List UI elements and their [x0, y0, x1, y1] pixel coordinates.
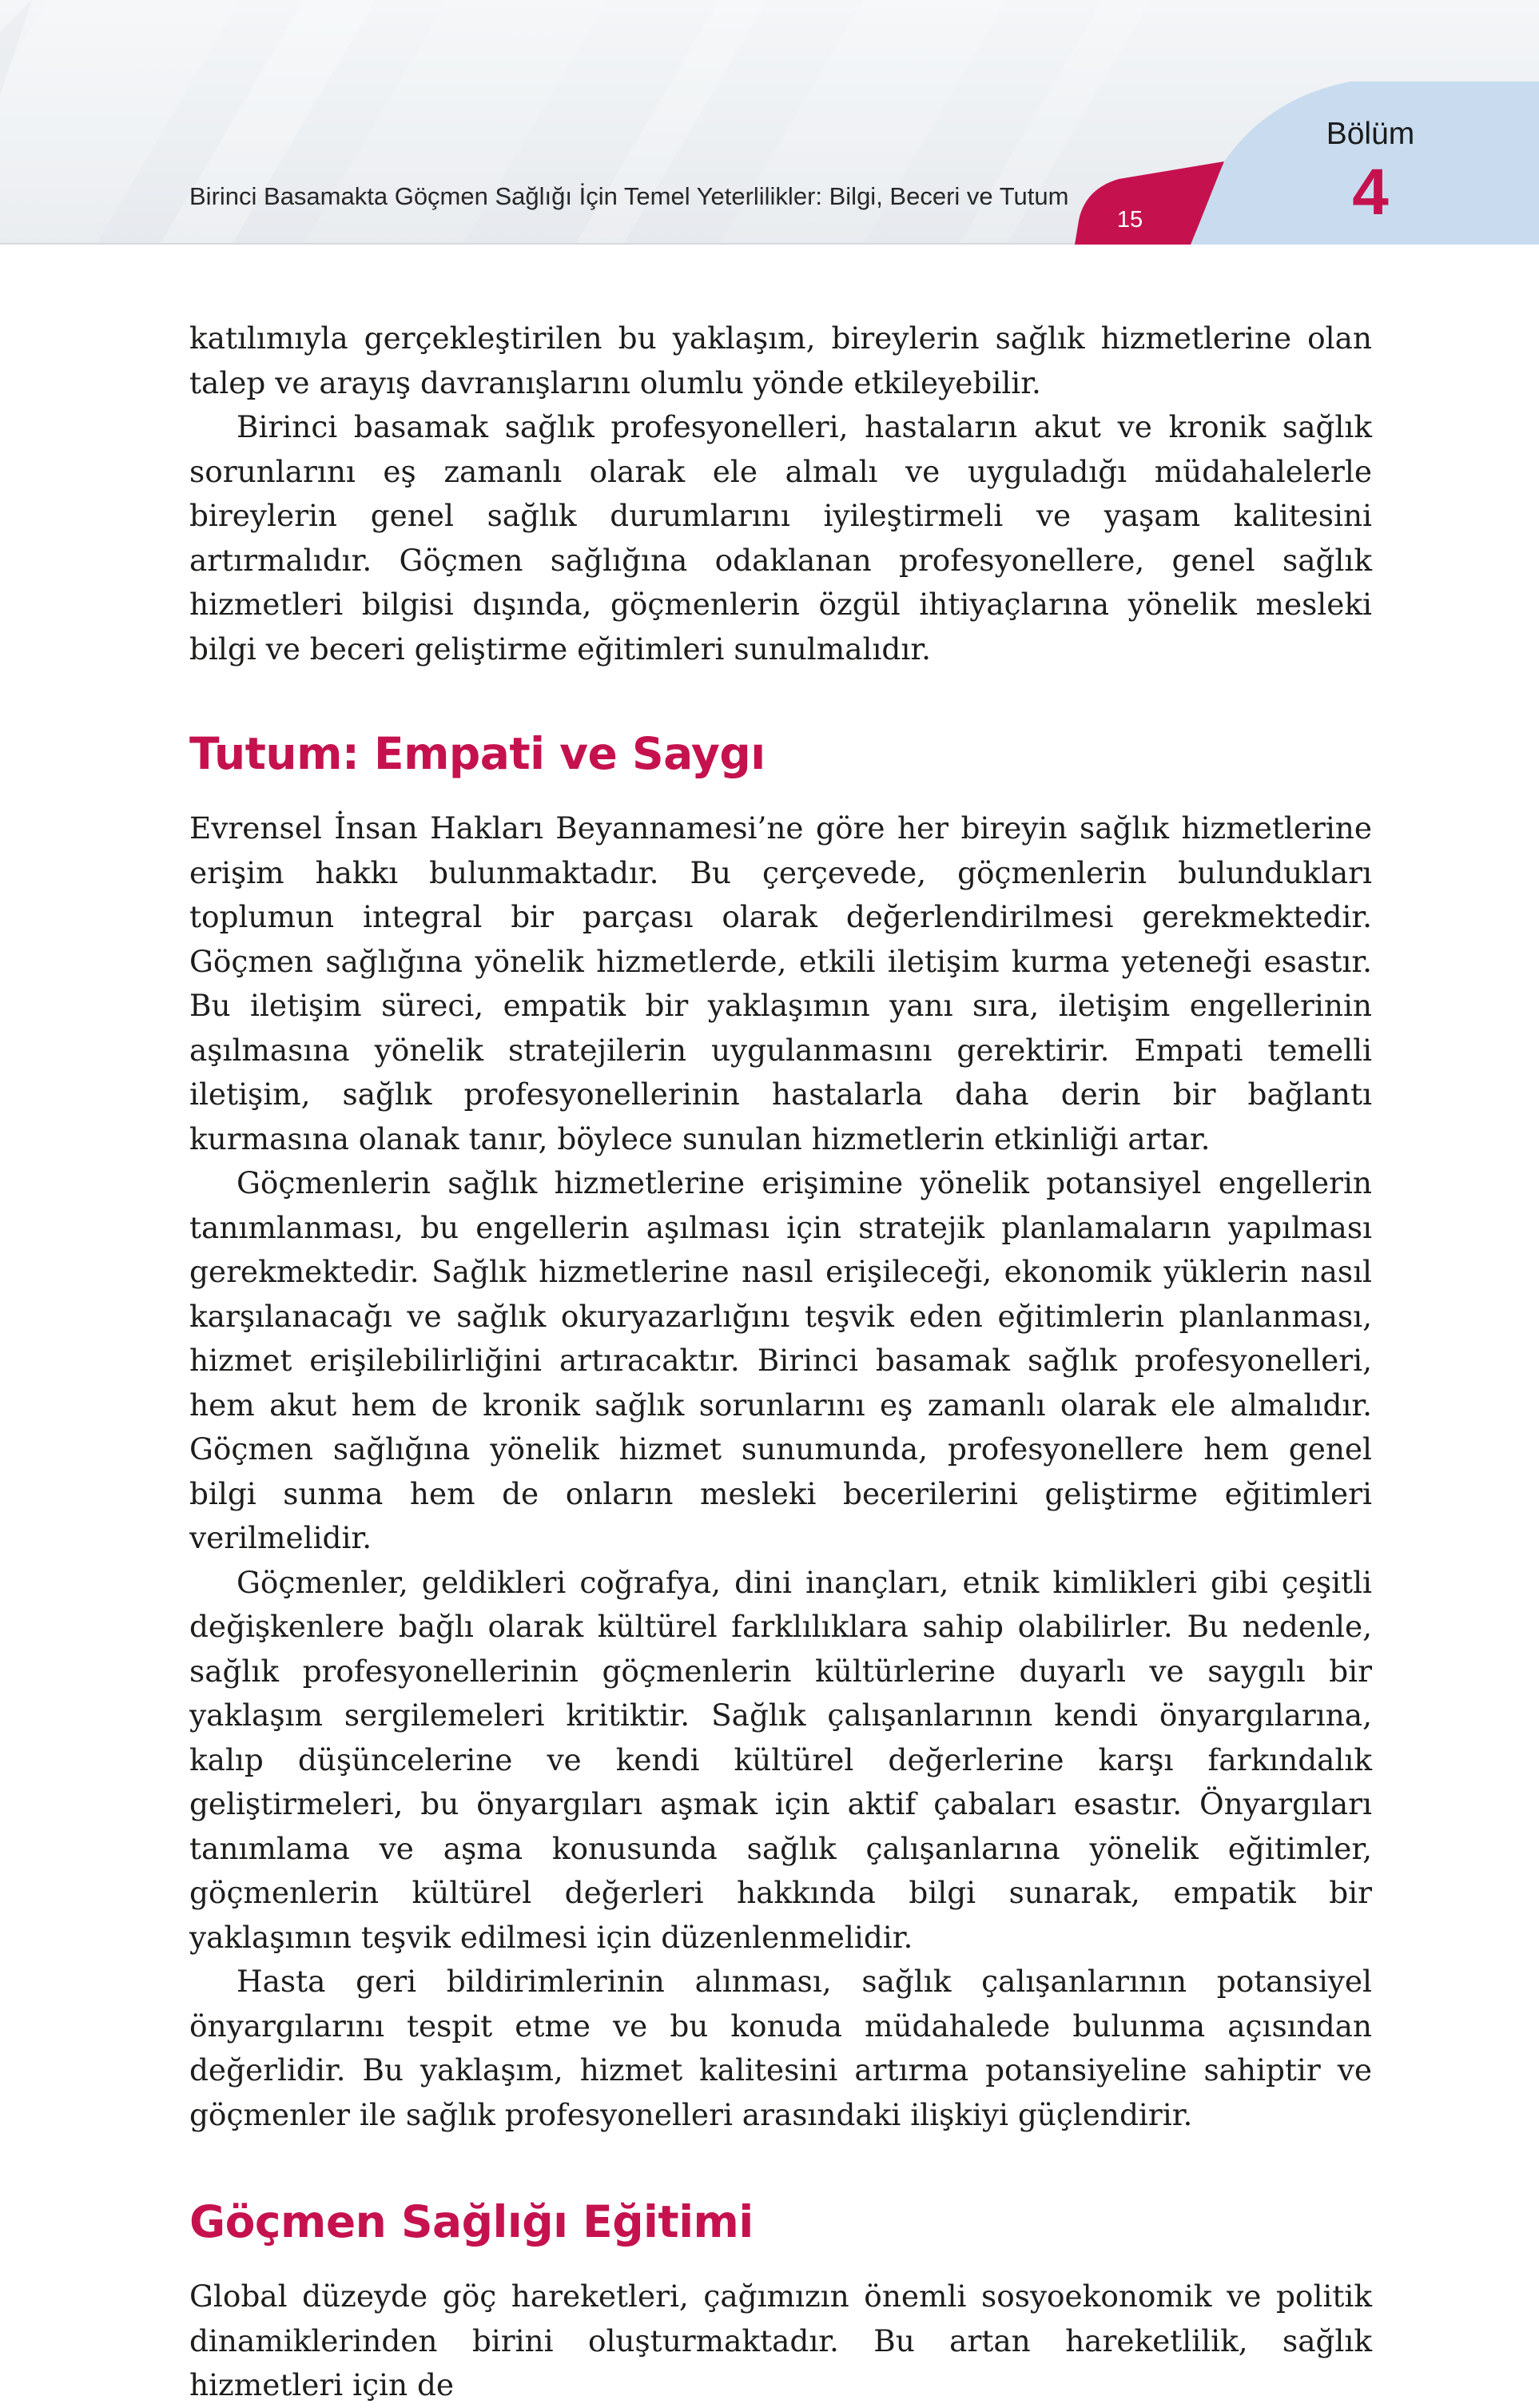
body-paragraph: Göçmenlerin sağlık hizmetlerine erişimine yönelik potansiyel engellerin tanımlanması, bu engellerin aşılması için stratejik planlamaların yapılması gerekmektedir. Sağlık hizmetlerine nasıl erişileceği, ekonomik yüklerin nasıl karşılanacağı ve sağlık okuryazarlığını teşvik eden eğitimlerin planlanması, hizmet erişilebilirliğini artıracaktır. Birinci basamak sağlık profesyonelleri, hem akut hem de kronik sağlık sorunlarını eş zamanlı olarak ele almalıdır. Göçmen sağlığına yönelik hizmet sunumunda, profesyonellere hem genel bilgi sunma hem de onların mesleki becerilerini geliştirme eğitimleri verilmelidir. — [189, 1165, 1372, 1555]
section-heading-tutum: Tutum: Empati ve Saygı — [189, 728, 766, 779]
page-number: 15 — [1116, 207, 1143, 233]
body-paragraph: Hasta geri bildirimlerinin alınması, sağlık çalışanlarının potansiyel önyargılarını tespit etme ve bu konuda müdahalede bulunma açısından değerlidir. Bu yaklaşım, hizmet kalitesini artırma potansiyeline sahiptir ve göçmenler ile sağlık profesyonelleri arasındaki ilişkiyi güçlendirir. — [189, 1964, 1372, 2132]
chapter-label: Bölüm — [1326, 117, 1415, 151]
body-paragraph: Göçmenler, geldikleri coğrafya, dini inançları, etnik kimlikleri gibi çeşitli değişkenlere bağlı olarak kültürel farklılıklara sahip olabilirler. Bu nedenle, sağlık profesyonellerinin göçmenlerin kültürlerine duyarlı ve saygılı bir yaklaşım sergilemeleri kritiktir. Sağlık çalışanlarının kendi önyargılarına, kalıp düşüncelerine ve kendi kültürel değerlerine karşı farkındalık geliştirmeleri, bu önyargıları aşmak için aktif çabaları esastır. Önyargıları tanımlama ve aşma konusunda sağlık çalışanlarına yönelik eğitimler, göçmenlerin kültürel değerleri hakkında bilgi sunarak, empatik bir yaklaşımın teşvik edilmesi için düzenlenmelidir. — [189, 1564, 1372, 1955]
body-paragraph: Global düzeyde göç hareketleri, çağımızın önemli sosyoekonomik ve politik dinamiklerinden birini oluşturmaktadır. Bu artan hareketlilik, sağlık hizmetleri için de — [189, 2279, 1372, 2402]
page-body — [189, 316, 1372, 2408]
section-heading-egitim: Göçmen Sağlığı Eğitimi — [189, 2196, 754, 2247]
body-paragraph: Birinci basamak sağlık profesyonelleri, hastaların akut ve kronik sağlık sorunlarını eş zamanlı olarak ele almalı ve uyguladığı müdahalelerle bireylerin genel sağlık durumlarını iyileştirmeli ve yaşam kalitesini artırmalıdır. Göçmen sağlığına odaklanan profesyonellere, genel sağlık hizmetleri bilgisi dışında, göçmenlerin özgül ihtiyaçlarına yönelik mesleki bilgi ve beceri geliştirme eğitimleri sunulmalıdır. — [189, 409, 1372, 667]
chapter-number: 4 — [1352, 156, 1389, 229]
body-paragraph: Evrensel İnsan Hakları Beyannamesi’ne göre her bireyin sağlık hizmetlerine erişim hakkı bulunmaktadır. Bu çerçevede, göçmenlerin bulundukları toplumun integral bir parçası olarak değerlendirilmesi gerekmektedir. Göçmen sağlığına yönelik hizmetlerde, etkili iletişim kurma yeteneği esastır. Bu iletişim süreci, empatik bir yaklaşımın yanı sıra, iletişim engellerinin aşılmasına yönelik stratejilerin uygulanmasını gerektirir. Empati temelli iletişim, sağlık profesyonellerinin hastalarla daha derin bir bağlantı kurmasına olanak tanır, böylece sunulan hizmetlerin etkinliği artar. — [189, 810, 1372, 1156]
running-title: Birinci Basamakta Göçmen Sağlığı İçin Temel Yeterlilikler: Bilgi, Beceri ve Tutum — [189, 182, 1069, 210]
page-header — [0, 0, 1539, 245]
body-paragraph: katılımıyla gerçekleştirilen bu yaklaşım, bireylerin sağlık hizmetlerine olan talep ve arayış davranışlarını olumlu yönde etkileyebilir. — [189, 320, 1372, 400]
